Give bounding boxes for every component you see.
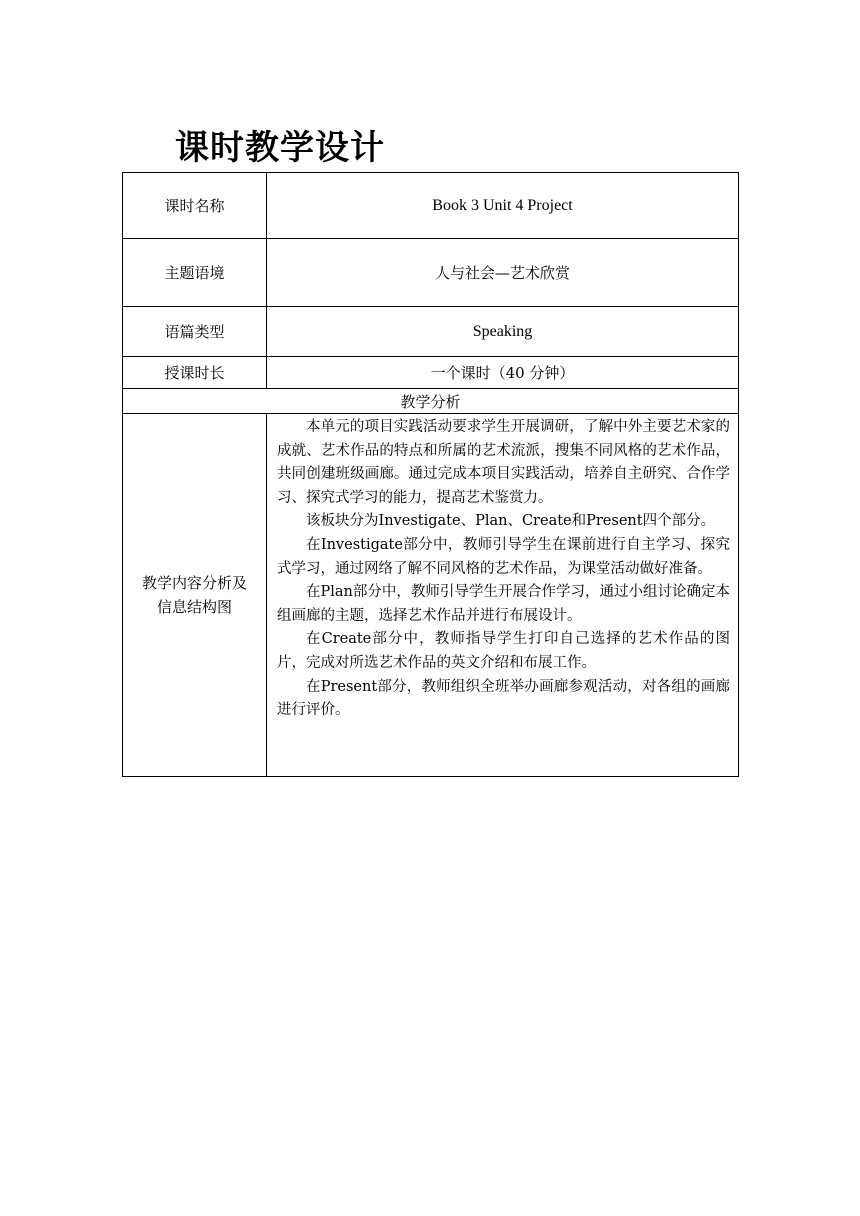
analysis-paragraph: 该板块分为Investigate、Plan、Create和Present四个部分。 [306, 513, 716, 530]
row-value-lesson-name: Book 3 Unit 4 Project [267, 173, 739, 239]
page-title: 课时教学设计 [175, 128, 385, 168]
analysis-label [123, 414, 267, 777]
table-row [123, 307, 739, 357]
section-header: 教学分析 [123, 389, 739, 414]
analysis-paragraph: 在Investigate部分中，教师引导学生在课前进行自主学习、探究式学习，通过网络了解不同风格的艺术作品，为课堂活动做好准备。 [277, 536, 730, 577]
analysis-paragraph: 在Create部分中，教师指导学生打印自己选择的艺术作品的图片，完成对所选艺术作品的英文介绍和布展工作。 [277, 631, 730, 671]
table-row [123, 173, 739, 239]
analysis-paragraph: 在Present部分，教师组织全班举办画廊参观活动，对各组的画廊进行评价。 [277, 678, 730, 719]
row-label-text-type: 语篇类型 [123, 307, 267, 357]
analysis-paragraph: 在Plan部分中，教师引导学生开展合作学习，通过小组讨论确定本组画廊的主题，选择艺术作品并进行布展设计。 [277, 584, 730, 624]
row-value-text-type: Speaking [267, 307, 739, 357]
row-value-duration: 一个课时（40 分钟） [267, 357, 739, 389]
analysis-content [267, 414, 739, 777]
analysis-paragraph: 本单元的项目实践活动要求学生开展调研，了解中外主要艺术家的成就、艺术作品的特点和所属的艺术流派，搜集不同风格的艺术作品，共同创建班级画廊。通过完成本项目实践活动，培养自主研究、合作学习、探究式学习的能力，提高艺术鉴赏力。 [277, 419, 730, 506]
analysis-label-line2: 信息结构图 [156, 598, 232, 616]
table-row [123, 389, 739, 414]
analysis-label-line1: 教学内容分析及 [141, 574, 247, 592]
table-row [123, 357, 739, 389]
lesson-design-table [122, 172, 739, 777]
row-value-theme-context: 人与社会—艺术欣赏 [267, 239, 739, 307]
row-label-duration: 授课时长 [123, 357, 267, 389]
row-label-theme-context: 主题语境 [123, 239, 267, 307]
table-row [123, 239, 739, 307]
table-row [123, 414, 739, 777]
row-label-lesson-name: 课时名称 [123, 173, 267, 239]
